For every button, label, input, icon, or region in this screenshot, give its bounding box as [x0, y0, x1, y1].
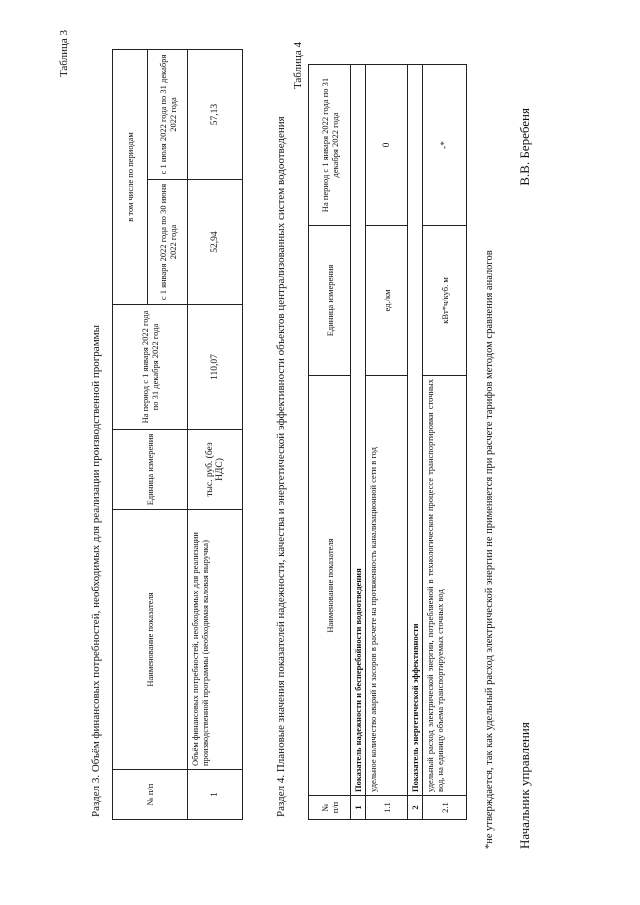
table4 [308, 64, 467, 820]
t4-row21-unit: кВт*ч/куб. м [423, 226, 467, 376]
t4-sec2-title: Показатель энергетической эффективности [408, 65, 423, 796]
t3-header-p1: с 1 января 2022 года по 30 июня 2022 года [148, 180, 188, 305]
t4-section-row [351, 65, 366, 820]
t3-header-incl: в том числе по периодам [113, 49, 148, 304]
t4-section-row [408, 65, 423, 820]
t4-header-period: На период с 1 января 2022 года по 31 декабря 2022 года [309, 65, 351, 226]
section4-heading: Раздел 4. Плановые значения показателей надежности, качества и энергетической эффективности объектов централизованных систем водоотведения [275, 116, 287, 817]
t4-row21-name: удельный расход электрической энергии, потребляемой в технологическом процессе транспортировки сточных вод, на единицу объема транспортируемых сточных вод [423, 376, 467, 796]
t4-row [366, 65, 408, 820]
t3-header-name: Наименование показателя [113, 510, 188, 770]
t3-row-total: 110,07 [188, 305, 243, 430]
t3-header-period: На период с 1 января 2022 года по 31 декабря 2022 года [113, 305, 188, 430]
t4-sec1-num: 1 [351, 796, 366, 820]
t4-row21-value: -* [423, 65, 467, 226]
t4-sec2-num: 2 [408, 796, 423, 820]
t4-header-name: Наименование показателя [309, 376, 351, 796]
t4-row [423, 65, 467, 820]
t3-row-name: Объём финансовых потребностей, необходимых для реализации производственной программы (необходимая валовая выручка) [188, 510, 243, 770]
table4-caption: Таблица 4 [292, 42, 304, 90]
t3-row-p2: 57,13 [188, 49, 243, 179]
t4-row21-num: 2.1 [423, 796, 467, 820]
t3-row-unit: тыс. руб. (без НДС) [188, 430, 243, 510]
t4-header-unit: Единица измерения [309, 226, 351, 376]
footnote: *не утверждается, так как удельный расход электрической энергии не применяется при расчете тарифов методом сравнения аналогов [484, 250, 495, 849]
t4-sec1-title: Показатель надежности и бесперебойности водоотведения [351, 65, 366, 796]
t3-header-num: № п/п [113, 770, 188, 820]
t3-header-p2: с 1 июля 2022 года по 31 декабря 2022 года [148, 49, 188, 179]
signature-name: В.В. Беребеня [517, 108, 532, 186]
t4-row11-num: 1.1 [366, 796, 408, 820]
t3-row [188, 49, 243, 819]
table3 [112, 49, 243, 820]
t4-row11-value: 0 [366, 65, 408, 226]
t4-row11-name: удельное количество аварий и засоров в расчете на протяженность канализационной сети в год [366, 376, 408, 796]
table3-caption: Таблица 3 [58, 30, 70, 78]
t3-row-num: 1 [188, 770, 243, 820]
t3-row-p1: 52,94 [188, 180, 243, 305]
section3-heading: Раздел 3. Объём финансовых потребностей, необходимых для реализации производственной программы [90, 324, 102, 817]
signature-position: Начальник управления [517, 722, 532, 849]
t4-header-num: № п/п [309, 796, 351, 820]
t3-header-unit: Единица измерения [113, 430, 188, 510]
t4-row11-unit: ед./км [366, 226, 408, 376]
